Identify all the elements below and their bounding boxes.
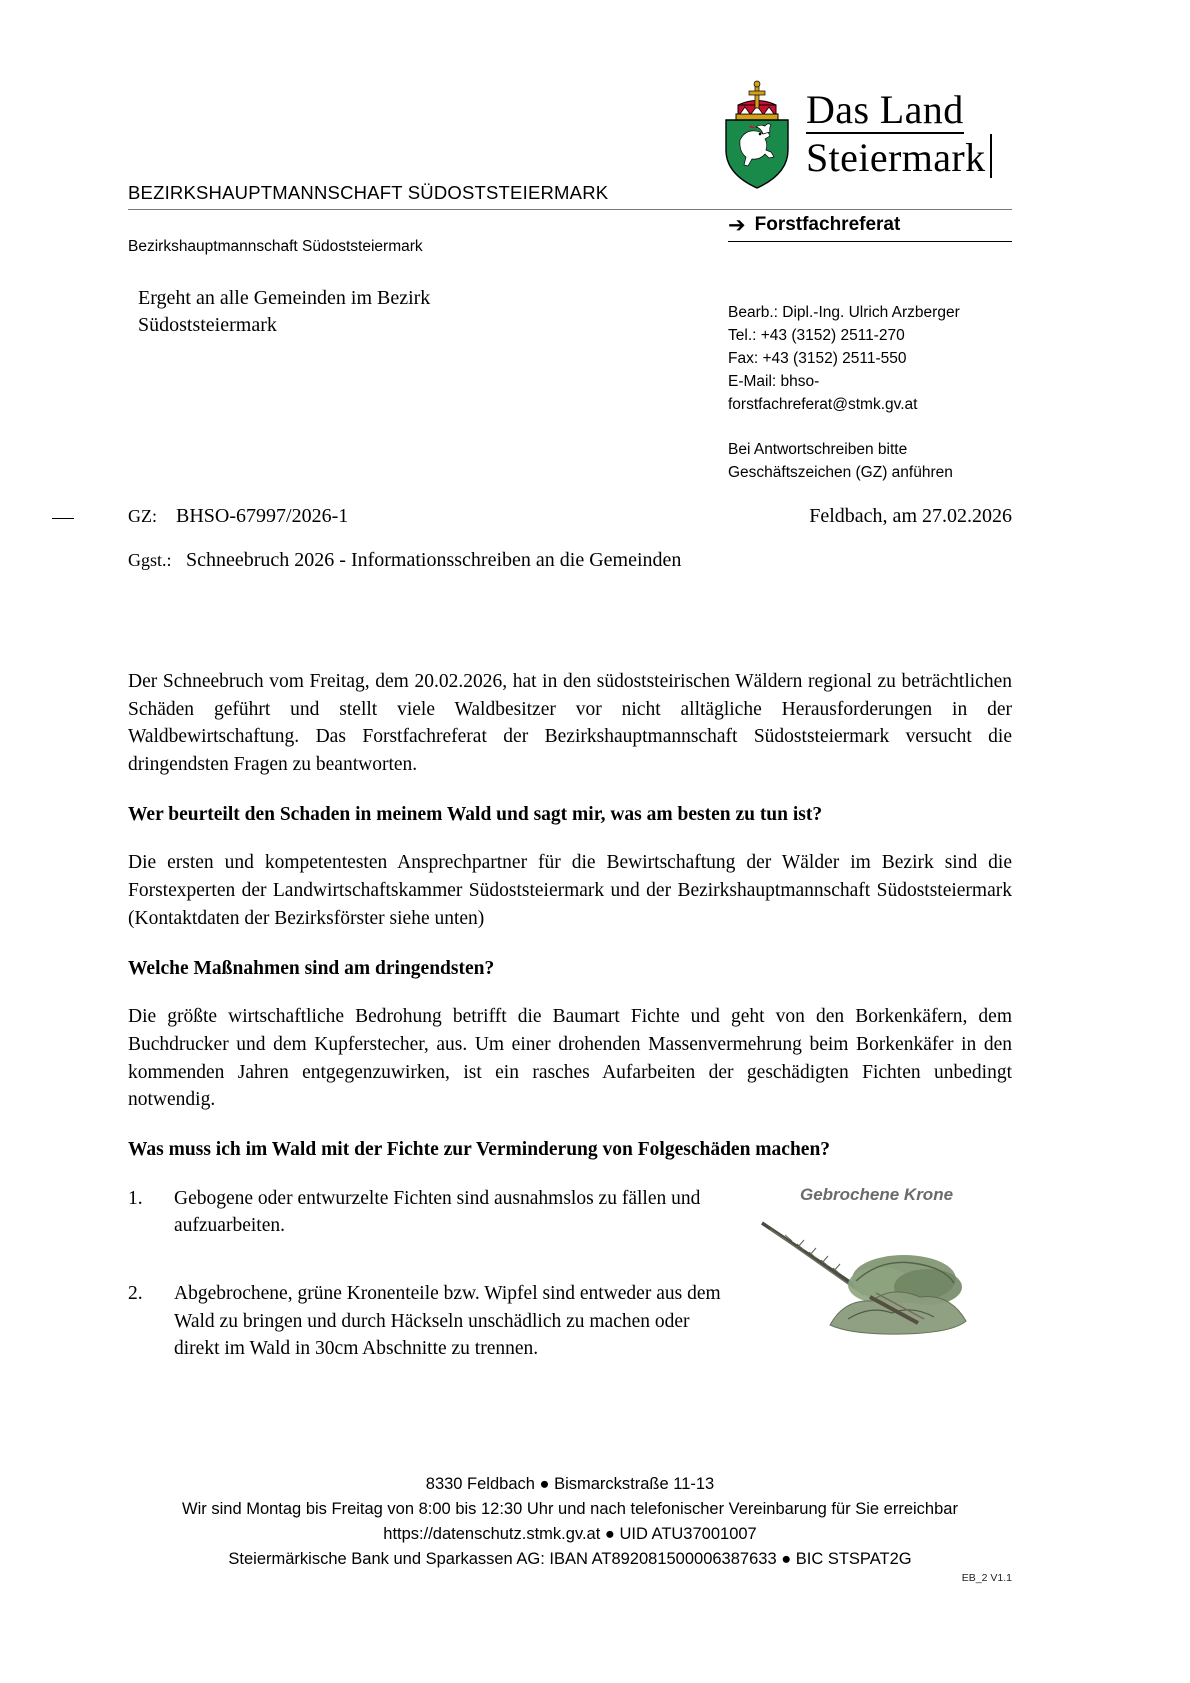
contact-tel: Tel.: +43 (3152) 2511-270 (728, 326, 905, 344)
office-title: BEZIRKSHAUPTMANNSCHAFT SÜDOSTSTEIERMARK (128, 182, 1012, 210)
department-block (728, 214, 1012, 242)
document-version: EB_2 V1.1 (961, 1572, 1012, 1584)
addressee-line-1: Ergeht an alle Gemeinden im Bezirk (138, 287, 431, 309)
footer-privacy-uid: https://datenschutz.stmk.gv.at ● UID ATU37001007 (383, 1525, 757, 1544)
footer-address: 8330 Feldbach ● Bismarckstraße 11-13 (425, 1475, 715, 1493)
list-item-text: Gebogene oder entwurzelte Fichten sind ausnahmslos zu fällen und aufzuarbeiten. (174, 1187, 701, 1237)
gz-label: GZ: (128, 506, 157, 526)
list-item-number: 2. (128, 1283, 143, 1304)
question-1: Wer beurteilt den Schaden in meinem Wald und sagt mir, was am besten zu tun ist? (128, 803, 823, 825)
intro-paragraph: Der Schneebruch vom Freitag, dem 20.02.2026, hat in den südoststeirischen Wäldern regional zu beträchtlichen Schäden geführt und stellt viele Waldbesitzer vor nicht alltägliche Herausforderungen in der Waldbewirtschaftung. Das Forstfachreferat der Bezirkshauptmannschaft Südoststeiermark versucht die dringendsten Fragen zu beantworten. (128, 671, 1012, 776)
sender-authority: Bezirkshauptmannschaft Südoststeiermark (128, 238, 423, 255)
list-item-number: 1. (128, 1187, 143, 1209)
subject-row (128, 549, 1012, 572)
question-3: Was muss ich im Wald mit der Fichte zur Verminderung von Folgeschäden machen? (128, 1138, 831, 1160)
question-2: Welche Maßnahmen sind am dringendsten? (128, 957, 495, 979)
contact-email-line-1: E-Mail: bhso- (728, 372, 820, 390)
reference-row (128, 505, 1012, 528)
land-steiermark-logo (718, 78, 1018, 196)
footer-hours: Wir sind Montag bis Freitag von 8:00 bis 12:30 Uhr und nach telefonischer Vereinbarung für Sie erreichbar (182, 1500, 958, 1519)
logo-line-1: Das Land (806, 87, 964, 132)
department-line (728, 214, 1012, 242)
contact-note-line-1: Bei Antwortschreiben bitte (728, 440, 908, 458)
margin-mark (52, 518, 74, 519)
logo-line-2: Steiermark (806, 134, 992, 178)
footer-bank: Steiermärkische Bank und Sparkassen AG: IBAN AT892081500006387633 ● BIC STSPAT2G (228, 1550, 912, 1569)
contact-note-line-2: Geschäftszeichen (GZ) anführen (728, 463, 953, 481)
addressee-line-2: Südoststeiermark (138, 313, 277, 336)
addressee (138, 285, 558, 338)
styria-coat-of-arms-icon (718, 78, 796, 190)
broken-crown-illustration (752, 1185, 998, 1345)
subject-label: Ggst.: (128, 550, 172, 570)
department-name: Forstfachreferat (754, 214, 901, 235)
gz-value: BHSO-67997/2026-1 (176, 505, 349, 527)
logo-wordmark (806, 78, 992, 178)
arrow-right-icon: ➔ (728, 213, 746, 237)
contact-details (728, 302, 1028, 485)
answer-1: Die ersten und kompetentesten Ansprechpartner für die Bewirtschaftung der Wälder im Bezirk sind die Forstexperten der Landwirtschaftskammer Südoststeiermark und der Bezirkshauptmannschaft Südoststeiermark (Kontaktdaten der Bezirksförster siehe unten) (128, 852, 1012, 929)
illustration-caption: Gebrochene Krone (800, 1185, 954, 1204)
contact-email-line-2: forstfachreferat@stmk.gv.at (728, 395, 918, 413)
place-date: Feldbach, am 27.02.2026 (809, 505, 1012, 527)
list-item-text: Abgebrochene, grüne Kronenteile bzw. Wipfel sind entweder aus dem Wald zu bringen und durch Häckseln unschädlich zu machen oder direkt im Wald in 30cm Abschnitte zu trennen. (174, 1283, 721, 1360)
contact-fax: Fax: +43 (3152) 2511-550 (728, 349, 907, 367)
subject-value: Schneebruch 2026 - Informationsschreiben an die Gemeinden (186, 549, 682, 571)
contact-clerk: Bearb.: Dipl.-Ing. Ulrich Arzberger (728, 304, 960, 321)
page-footer (128, 1472, 1012, 1572)
answer-2: Die größte wirtschaftliche Bedrohung betrifft die Baumart Fichte und geht von den Borkenkäfern, dem Buchdrucker und dem Kupferstecher, aus. Um einer drohenden Massenvermehrung beim Borkenkäfer in den kommenden Jahren entgegenzuwirken, ist ein rasches Aufarbeiten der geschädigten Fichten unbedingt notwendig. (128, 1006, 1012, 1111)
broken-spruce-tree-icon (752, 1201, 998, 1341)
